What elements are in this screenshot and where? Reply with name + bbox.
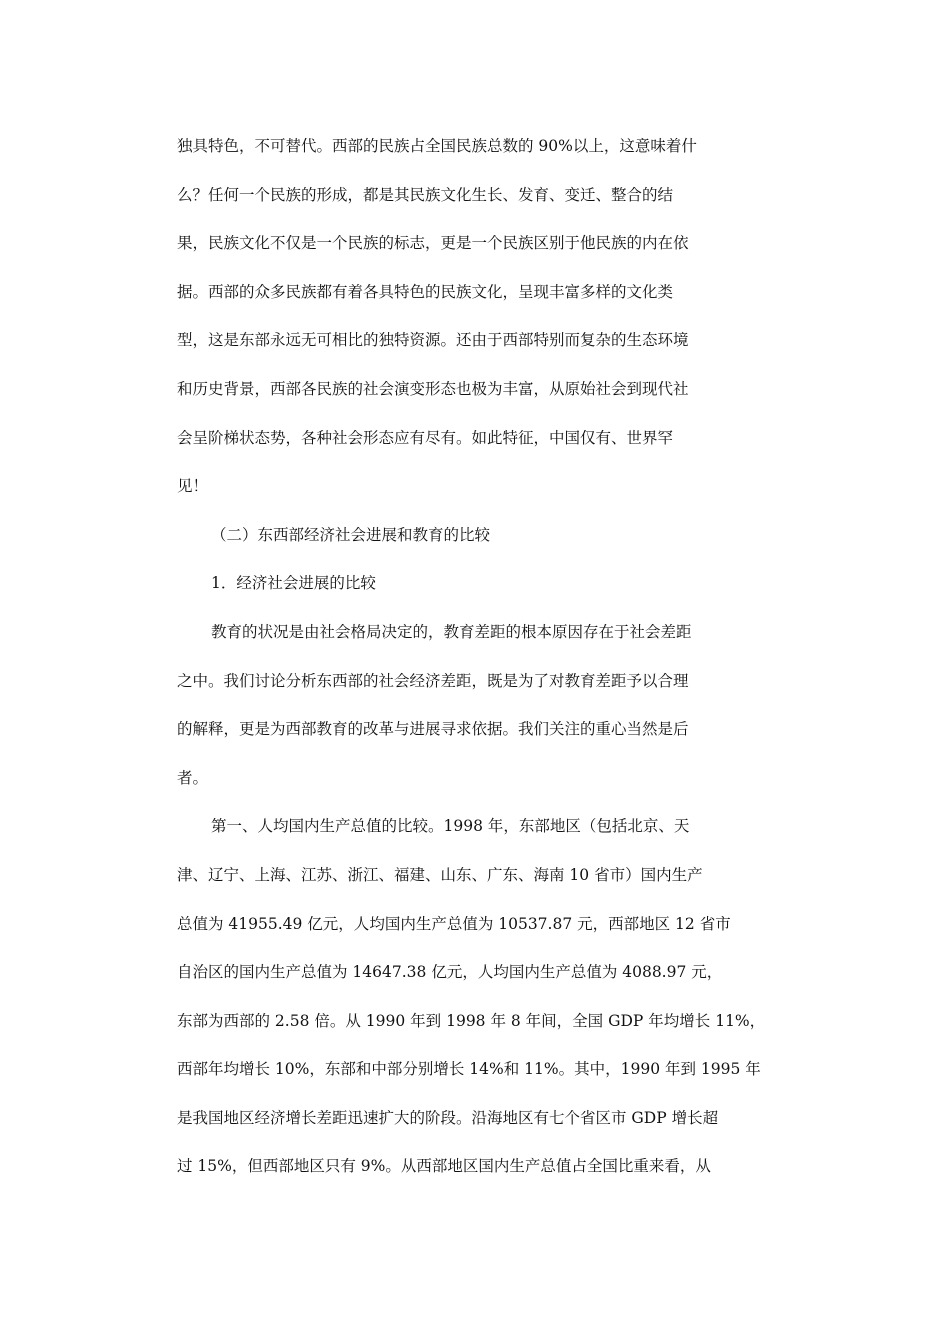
text-line: 西部年均增长 10%，东部和中部分别增长 14%和 11%。其中，1990 年到 1995 年 (177, 1060, 761, 1079)
text-line: 总值为 41955.49 亿元，人均国内生产总值为 10537.87 元，西部地区 12 省市 (177, 914, 731, 933)
text-line: 见！ (177, 477, 209, 496)
text-line: 教育的状况是由社会格局决定的，教育差距的根本原因存在于社会差距 (211, 622, 692, 641)
text-line: 的解释，更是为西部教育的改革与进展寻求依据。我们关注的重心当然是后 (177, 720, 689, 739)
text-line: 据。西部的众多民族都有着各具特色的民族文化，呈现丰富多样的文化类 (177, 282, 674, 301)
subsection-heading: 1．经济社会进展的比较 (211, 574, 376, 593)
text-line: 么？任何一个民族的形成，都是其民族文化生长、发育、变迁、整合的结 (177, 185, 674, 204)
text-line: 果，民族文化不仅是一个民族的标志，更是一个民族区别于他民族的内在依 (177, 234, 689, 253)
text-line: 是我国地区经济增长差距迅速扩大的阶段。沿海地区有七个省区市 GDP 增长超 (177, 1108, 719, 1127)
text-line: 之中。我们讨论分析东西部的社会经济差距，既是为了对教育差距予以合理 (177, 671, 689, 690)
text-line: 型，这是东部永远无可相比的独特资源。还由于西部特别而复杂的生态环境 (177, 331, 689, 350)
document-body (177, 122, 777, 1191)
text-line: 独具特色，不可替代。西部的民族占全国民族总数的 90%以上，这意味着什 (177, 137, 697, 155)
text-line: 自治区的国内生产总值为 14647.38 亿元，人均国内生产总值为 4088.97 元， (177, 963, 723, 982)
text-line: 者。 (177, 768, 209, 787)
text-line: 会呈阶梯状态势，各种社会形态应有尽有。如此特征，中国仅有、世界罕 (177, 428, 674, 447)
section-heading: （二）东西部经济社会进展和教育的比较 (211, 525, 491, 544)
text-line: 津、辽宁、上海、江苏、浙江、福建、山东、广东、海南 10 省市）国内生产 (177, 865, 703, 884)
text-line: 东部为西部的 2.58 倍。从 1990 年到 1998 年 8 年间，全国 GDP 年均增长 11%， (177, 1011, 766, 1030)
text-line: 第一、人均国内生产总值的比较。1998 年，东部地区（包括北京、天 (211, 817, 690, 836)
text-line: 过 15%，但西部地区只有 9%。从西部地区国内生产总值占全国比重来看，从 (177, 1157, 711, 1176)
text-line: 和历史背景，西部各民族的社会演变形态也极为丰富，从原始社会到现代社 (177, 379, 689, 398)
